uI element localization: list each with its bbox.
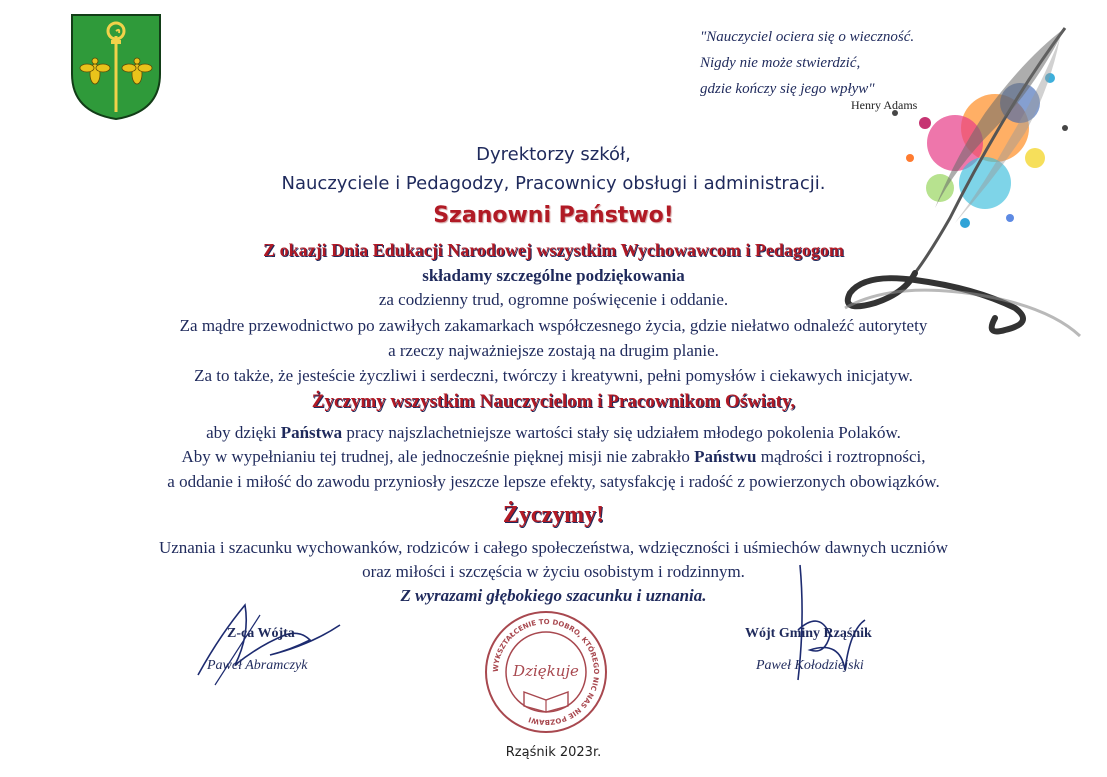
text-part: mądrości i roztropności, — [760, 447, 926, 466]
signature-scribble-left — [190, 595, 350, 690]
body-paragraph: za codzienny trud, ogromne poświęcenie i oddanie. — [378, 290, 729, 309]
thanks-line: składamy szczególne podziękowania — [422, 266, 685, 285]
body-paragraph: Za to także, że jesteście życzliwi i serdeczni, twórczy i kreatywni, pełni pomysłów i ciekawych inicjatyw. — [194, 366, 913, 385]
wish-all-heading: Życzymy wszystkim Nauczycielom i Pracownikom Oświaty, — [311, 391, 796, 412]
text-part: Aby w wypełnianiu tej trudnej, ale jednocześnie pięknej misji nie zabrakło — [181, 447, 690, 466]
signature-left-title: Z-ca Wójta — [227, 626, 295, 641]
body-paragraph: a rzeczy najważniejsze zostają na drugim planie. — [388, 341, 719, 360]
quote-author: Henry Adams — [851, 98, 918, 112]
header-line-1: Dyrektorzy szkół, — [476, 144, 631, 165]
quote-line: Nigdy nie może stwierdzić, — [700, 55, 861, 71]
signature-right-name: Paweł Kołodziejski — [756, 658, 864, 673]
signature-right-title: Wójt Gminy Rząśnik — [745, 626, 872, 641]
text-part: aby dzięki — [206, 423, 277, 442]
body-paragraph — [0, 447, 1107, 467]
wish-heading: Życzymy! — [502, 502, 605, 528]
text-emphasis: Państwu — [694, 447, 757, 466]
text-part: pracy najszlachetniejsze wartości stały się udziałem młodego pokolenia Polaków. — [346, 423, 901, 442]
quote-line: gdzie kończy się jego wpływ" — [700, 81, 875, 97]
signature-left-name: Paweł Abramczyk — [207, 658, 308, 673]
coat-of-arms-logo — [71, 14, 161, 120]
header-line-2: Nauczyciele i Pedagodzy, Pracownicy obsługi i administracji. — [281, 173, 826, 194]
stamp-ring-text: WYKSZTAŁCENIE TO DOBRO, KTÓREGO NIC NAS NIE POZBAWI — [491, 617, 601, 727]
occasion-line: Z okazji Dnia Edukacji Narodowej wszystkim Wychowawcom i Pedagogom — [263, 240, 844, 260]
stamp-center-text: Dziękuje — [513, 662, 579, 680]
footer-place-date: Rząśnik 2023r. — [505, 745, 602, 760]
thank-you-stamp — [484, 610, 608, 734]
greeting-heading: Szanowni Państwo! — [433, 203, 674, 228]
body-paragraph: Uznania i szacunku wychowanków, rodziców i całego społeczeństwa, wdzięczności i uśmiechów dawnych uczniów — [158, 538, 949, 557]
body-paragraph — [0, 423, 1107, 443]
text-emphasis: Państwa — [280, 423, 343, 442]
closing-line: Z wyrazami głębokiego szacunku i uznania. — [400, 586, 707, 605]
body-paragraph: Za mądre przewodnictwo po zawiłych zakamarkach współczesnego życia, gdzie niełatwo odnaleźć autorytety — [179, 316, 928, 335]
quote-line: "Nauczyciel ociera się o wieczność. — [700, 29, 915, 45]
body-paragraph: a oddanie i miłość do zawodu przyniosły jeszcze lepsze efekty, satysfakcję i radość z powierzonych obowiązków. — [167, 472, 940, 491]
quote-block — [700, 24, 914, 102]
body-paragraph: oraz miłości i szczęścia w życiu osobistym i rodzinnym. — [362, 562, 745, 581]
